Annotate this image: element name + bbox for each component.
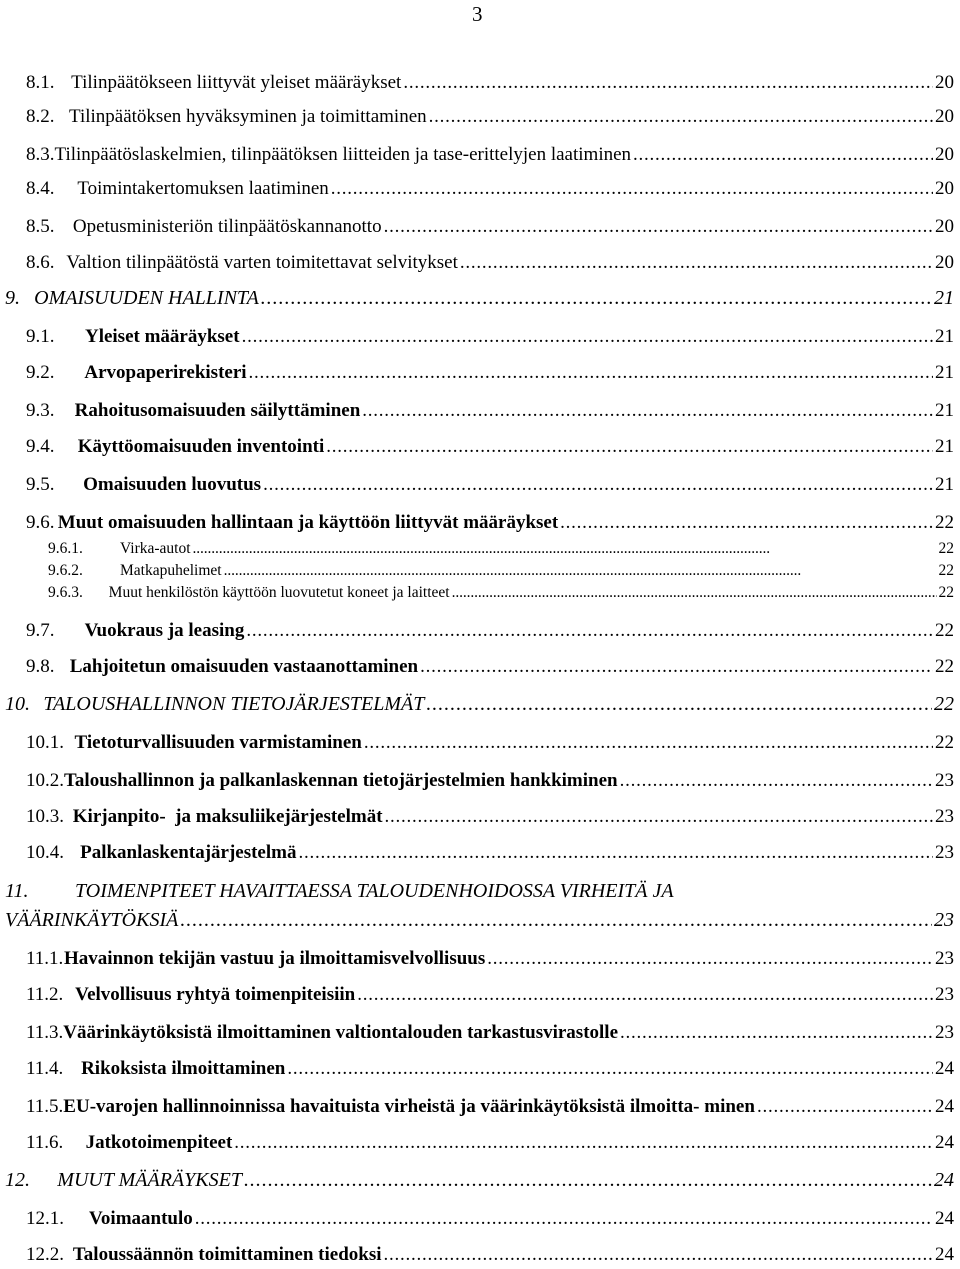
toc-entry-number: 10.4.	[26, 842, 64, 863]
toc-entry-title: Käyttöomaisuuden inventointi	[77, 436, 325, 457]
toc-entry-title: Jatkotoimenpiteet	[85, 1132, 233, 1153]
dot-leader	[384, 1244, 933, 1266]
toc-entry-title: MUUT MÄÄRÄYKSET	[57, 1169, 242, 1191]
toc-entry-page: 22	[935, 732, 954, 753]
toc-entry-title: Virka-autot	[120, 540, 191, 557]
toc-entry-title: EU-varojen hallinnoinnissa havaituista virheistä ja väärinkäytöksistä ilmoitta- minen	[63, 1096, 755, 1117]
toc-entry-number: 12.2.	[26, 1244, 64, 1265]
toc-entry-number: 9.2.	[26, 362, 55, 383]
toc-entry-number: 9.6.	[26, 512, 55, 533]
toc-entry-number: 9.1.	[26, 326, 55, 347]
toc-entry-title: Tietoturvallisuuden varmistaminen	[74, 732, 362, 753]
toc-entry-number: 8.1.	[26, 72, 55, 93]
toc-entry-number: 10.2.	[26, 770, 64, 791]
toc-entry-title-continued: VÄÄRINKÄYTÖKSIÄ	[5, 909, 179, 931]
toc-entry-title: Muut omaisuuden hallintaan ja käyttöön liittyvät määräykset	[57, 512, 559, 533]
toc-entry-number: 11.2.	[26, 984, 64, 1005]
toc-entry-number: 9.4.	[26, 436, 55, 457]
toc-entry-page: 20	[935, 252, 954, 273]
toc-entry-page: 23	[935, 842, 954, 863]
toc-entry-number: 9.3.	[26, 400, 55, 421]
toc-entry-title: Taloushallinnon ja palkanlaskennan tietojärjestelmien hankkiminen	[64, 770, 618, 791]
toc-entry-number: 8.6.	[26, 252, 55, 273]
toc-entry-page: 22	[935, 656, 954, 677]
toc-entry-number: 9.6.1.	[48, 540, 83, 557]
toc-entry-page: 21	[935, 400, 954, 421]
toc-entry-title: Havainnon tekijän vastuu ja ilmoittamisvelvollisuus	[64, 948, 486, 969]
toc-entry-title: Tilinpäätöslaskelmien, tilinpäätöksen liitteiden ja tase-erittelyjen laatiminen	[54, 144, 632, 165]
toc-entry-page: 23	[935, 770, 954, 791]
toc-entry-page: 20	[935, 178, 954, 199]
toc-entry-title: Voimaantulo	[88, 1208, 193, 1229]
toc-entry-title: Yleiset määräykset	[84, 326, 240, 347]
toc-entry[interactable]	[0, 66, 960, 1266]
toc-entry-page: 21	[935, 474, 954, 495]
toc-entry-page: 22	[935, 620, 954, 641]
toc-entry-number: 12.	[5, 1169, 30, 1191]
toc-entry-number: 8.4.	[26, 178, 55, 199]
toc-entry-title: Kirjanpito- ja maksuliikejärjestelmät	[72, 806, 383, 827]
toc-entry-page: 24	[935, 1058, 954, 1079]
toc-entry-page: 21	[935, 436, 954, 457]
toc-entry-page: 21	[935, 362, 954, 383]
toc-entry-number: 12.1.	[26, 1208, 64, 1229]
toc-entry-title: Palkanlaskentajärjestelmä	[80, 842, 297, 863]
toc-entry-page: 23	[935, 1022, 954, 1043]
toc-entry-number: 11.	[5, 880, 29, 902]
toc-entry-title: TALOUSHALLINNON TIETOJÄRJESTELMÄT	[43, 693, 425, 715]
toc-entry-page: 20	[935, 106, 954, 127]
toc-entry-title: Tilinpäätöksen hyväksyminen ja toimittaminen	[69, 106, 427, 127]
toc-entry-title: Tilinpäätökseen liittyvät yleiset määräykset	[71, 72, 402, 93]
toc-entry-title: TOIMENPITEET HAVAITTAESSA TALOUDENHOIDOSSA VIRHEITÄ JA	[75, 880, 674, 902]
toc-entry-page: 24	[935, 1132, 954, 1153]
toc-entry-title: Opetusministeriön tilinpäätöskannanotto	[72, 216, 382, 237]
toc-entry-number: 8.5.	[26, 216, 55, 237]
toc-entry-title: Muut henkilöstön käyttöön luovutetut koneet ja laitteet	[108, 584, 450, 601]
toc-entry-number: 10.	[5, 693, 30, 715]
toc-entry-title: Velvollisuus ryhtyä toimenpiteisiin	[75, 984, 356, 1005]
toc-entry-title: Valtion tilinpäätöstä varten toimitettavat selvitykset	[66, 252, 458, 273]
toc-entry-title: Matkapuhelimet	[120, 562, 222, 579]
toc-entry-number: 9.6.3.	[48, 584, 83, 601]
toc-entry-title: Taloussäännön toimittaminen tiedoksi	[72, 1244, 382, 1265]
toc-entry-number: 11.3.	[26, 1022, 64, 1043]
toc-entry-page: 20	[935, 144, 954, 165]
toc-entry-page: 24	[935, 1096, 954, 1117]
page-number: 3	[472, 2, 483, 26]
toc-entry-page: 23	[935, 984, 954, 1005]
toc-entry-number: 9.5.	[26, 474, 55, 495]
toc-entry-number: 9.6.2.	[48, 562, 83, 579]
toc-entry-number: 11.6.	[26, 1132, 64, 1153]
toc-entry-title: Rahoitusomaisuuden säilyttäminen	[74, 400, 361, 421]
toc-entry-page: 20	[935, 72, 954, 93]
toc-entry-title: Vuokraus ja leasing	[84, 620, 245, 641]
toc-entry-title: Arvopaperirekisteri	[84, 362, 247, 383]
toc-entry-number: 9.8.	[26, 656, 55, 677]
toc-entry-number: 9.7.	[26, 620, 55, 641]
toc-entry-page: 22	[938, 540, 954, 557]
toc-entry-page: 20	[935, 216, 954, 237]
toc-entry-page: 23	[935, 948, 954, 969]
toc-entry-title: Omaisuuden luovutus	[83, 474, 262, 495]
toc-entry-page: 23	[934, 909, 954, 931]
toc-entry-page: 24	[934, 1169, 954, 1191]
toc-entry-number: 8.2.	[26, 106, 55, 127]
toc-entry-page: 22	[938, 584, 954, 601]
toc-entry-title: Toimintakertomuksen laatiminen	[77, 178, 329, 199]
toc-entry-number: 10.3.	[26, 806, 64, 827]
toc-entry-page: 24	[935, 1208, 954, 1229]
toc-entry-title: OMAISUUDEN HALLINTA	[34, 287, 259, 309]
toc-entry-page: 22	[938, 562, 954, 579]
toc-entry-title: Lahjoitetun omaisuuden vastaanottaminen	[69, 656, 419, 677]
toc-entry-title: Rikoksista ilmoittaminen	[81, 1058, 286, 1079]
toc-entry-page: 23	[935, 806, 954, 827]
toc-entry-page: 22	[935, 512, 954, 533]
toc-entry-page: 24	[935, 1244, 954, 1265]
toc-entry-page: 21	[934, 287, 954, 309]
toc-entry-page: 22	[934, 693, 954, 715]
toc-entry-number: 11.5.	[26, 1096, 64, 1117]
toc-entry-number: 9.	[5, 287, 20, 309]
toc-entry-number: 10.1.	[26, 732, 64, 753]
toc-entry-number: 8.3.	[26, 144, 55, 165]
toc-entry-number: 11.4.	[26, 1058, 64, 1079]
toc-entry-number: 11.1.	[26, 948, 64, 969]
toc-entry-page: 21	[935, 326, 954, 347]
toc-entry-title: Väärinkäytöksistä ilmoittaminen valtiontalouden tarkastusvirastolle	[63, 1022, 619, 1043]
